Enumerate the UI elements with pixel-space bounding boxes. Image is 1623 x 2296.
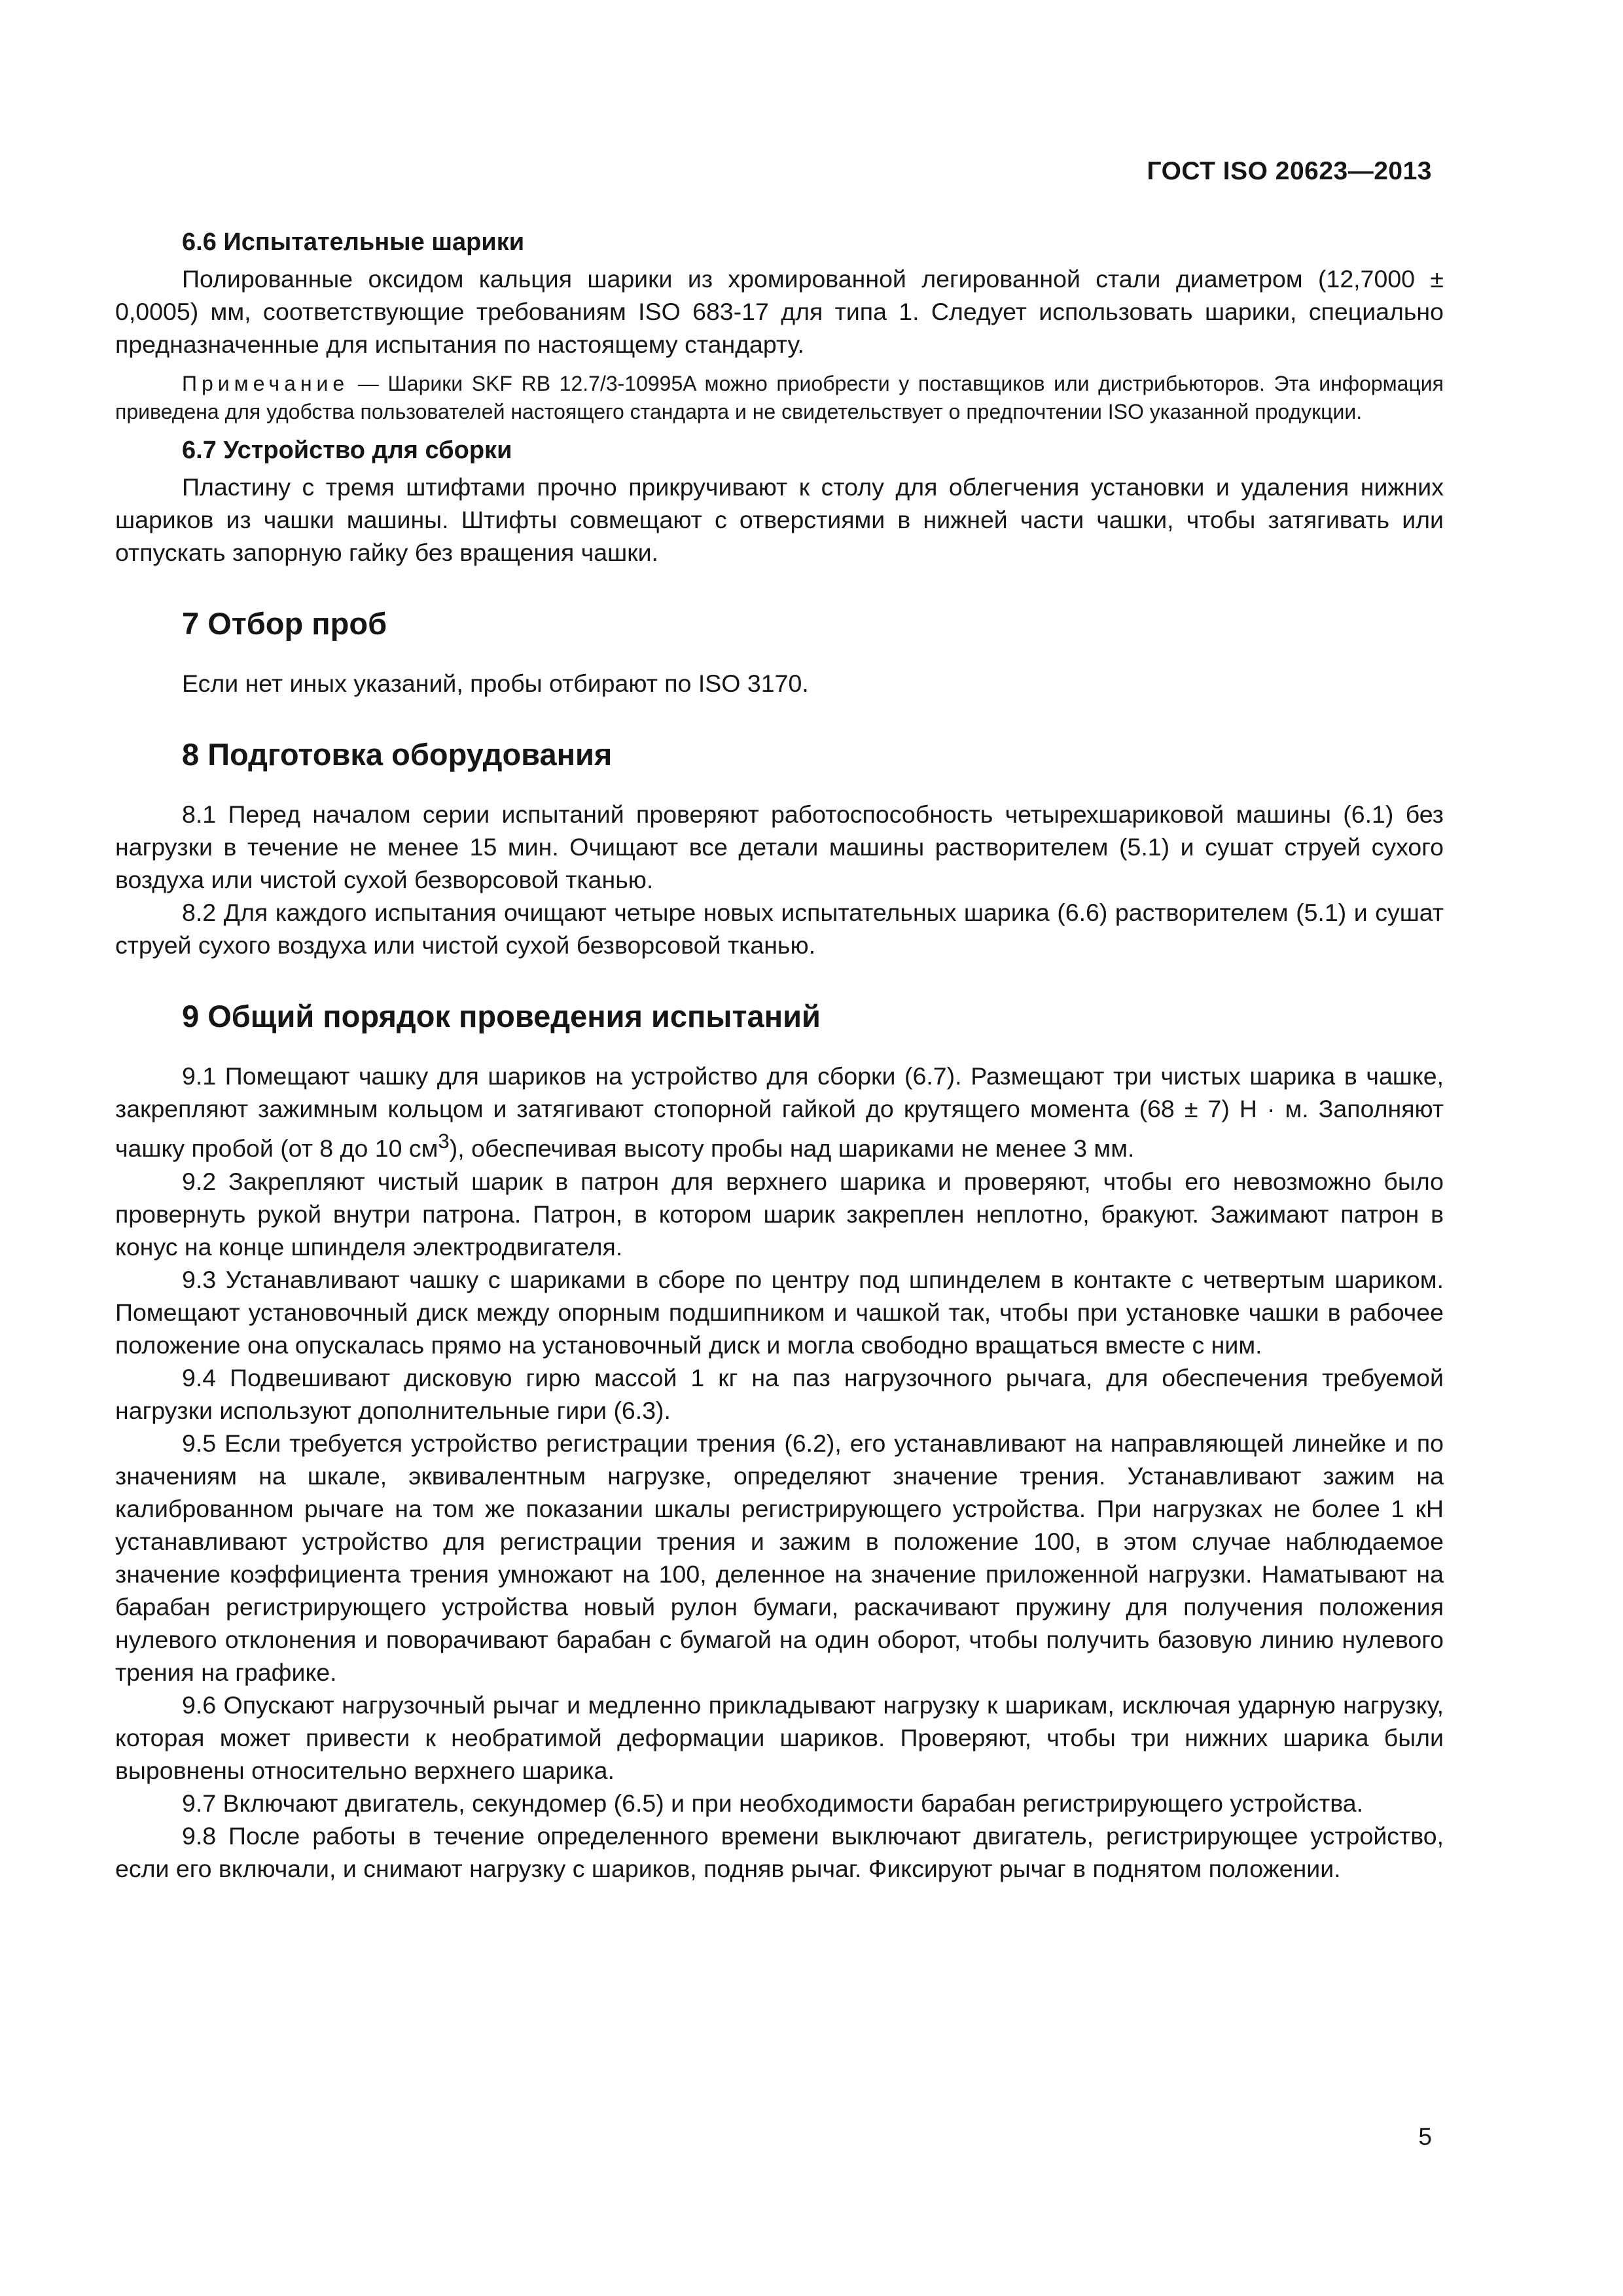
section-9-title: 9 Общий порядок проведения испытаний — [182, 999, 821, 1033]
paragraph-9-2: 9.2 Закрепляют чистый шарик в патрон для верхнего шарика и проверяют, чтобы его невозможно было провернуть рукой внутри патрона. Патрон, в котором шарик закреплен неплотно, бракуют. Зажимают патрон в конус на конце шпинделя электродвигателя. — [115, 1167, 1444, 1261]
document-header: ГОСТ ISO 20623—2013 — [1147, 157, 1432, 185]
paragraph-9-4: 9.4 Подвешивают дисковую гирю массой 1 кг на паз нагрузочного рычага, для обеспечения требуемой нагрузки используют дополнительные гири (6.3). — [115, 1363, 1444, 1424]
subsection-6-7-title: 6.7 Устройство для сборки — [182, 437, 512, 464]
superscript-3: 3 — [438, 1130, 450, 1153]
page-content — [115, 226, 1444, 1885]
note-text: — Шарики SKF RB 12.7/3-10995A можно приобрести у поставщиков или дистрибьюторов. Эта информация приведена для удобства пользователей настоящего стандарта и не свидетельствует о предпочтении ISO указанной продукции. — [115, 372, 1444, 423]
paragraph-9-5: 9.5 Если требуется устройство регистрации трения (6.2), его устанавливают на направляющей линейке и по значениям на шкале, эквивалентным нагрузке, определяют значение трения. Устанавливают зажим на калиброванном рычаге на том же показании шкалы регистрирующего устройства. При нагрузках не более 1 кН устанавливают устройство для регистрации трения и зажим в положение 100, в этом случае наблюдаемое значение коэффициента трения умножают на 100, деленное на значение приложенной нагрузки. Наматывают на барабан регистрирующего устройства новый рулон бумаги, раскачивают пружину для получения положения нулевого отклонения и поворачивают барабан с бумагой на один оборот, чтобы получить базовую линию нулевого трения на графике. — [115, 1429, 1444, 1686]
paragraph-9-1-part-b: ), обеспечивая высоту пробы над шариками не менее 3 мм. — [449, 1134, 1135, 1162]
section-8-title: 8 Подготовка оборудования — [182, 737, 613, 772]
paragraph-9-1 — [115, 1060, 1444, 1165]
paragraph-8-2: 8.2 Для каждого испытания очищают четыре новых испытательных шарика (6.6) растворителем (5.1) и сушат струей сухого воздуха или чистой сухой безворсовой тканью. — [115, 899, 1444, 959]
paragraph-9-1-part-a: 9.1 Помещают чашку для шариков на устройство для сборки (6.7). Размещают три чистых шарика в чашке, закрепляют зажимным кольцом и затягивают стопорной гайкой до крутящего момента (68 ± 7) Н · м. Заполняют чашку пробой (от 8 до 10 см — [115, 1062, 1444, 1162]
subsection-6-7-text: Пластину с тремя штифтами прочно прикручивают к столу для облегчения установки и удаления нижних шариков из чашки машины. Штифты совмещают с отверстиями в нижней части чашки, чтобы затягивать или отпускать запорную гайку без вращения чашки. — [115, 473, 1444, 566]
paragraph-9-6: 9.6 Опускают нагрузочный рычаг и медленно прикладывают нагрузку к шарикам, исключая ударную нагрузку, которая может привести к необратимой деформации шариков. Проверяют, чтобы три нижних шарика были выровнены относительно верхнего шарика. — [115, 1691, 1444, 1784]
paragraph-9-3: 9.3 Устанавливают чашку с шариками в сборе по центру под шпинделем в контакте с четвертым шариком. Помещают установочный диск между опорным подшипником и чашкой так, чтобы при установке чашки в рабочее положение она опускалась прямо на установочный диск и могла свободно вращаться вместе с ним. — [115, 1265, 1444, 1359]
subsection-6-6-text: Полированные оксидом кальция шарики из хромированной легированной стали диаметром (12,7000 ± 0,0005) мм, соответствующие требованиям ISO 683-17 для типа 1. Следует использовать шарики, специально предназначенные для испытания по настоящему стандарту. — [115, 265, 1444, 358]
paragraph-9-7: 9.7 Включают двигатель, секундомер (6.5) и при необходимости барабан регистрирующего устройства. — [182, 1789, 1364, 1817]
subsection-6-6-title: 6.6 Испытательные шарики — [182, 228, 525, 256]
paragraph-9-8: 9.8 После работы в течение определенного времени выключают двигатель, регистрирующее устройство, если его включали, и снимают нагрузку с шариков, подняв рычаг. Фиксируют рычаг в поднятом положении. — [115, 1821, 1444, 1882]
section-7-text: Если нет иных указаний, пробы отбирают по ISO 3170. — [182, 670, 809, 697]
page-number: 5 — [1418, 2123, 1432, 2150]
note-label: Примечание — [182, 372, 349, 395]
section-7-title: 7 Отбор проб — [182, 606, 387, 641]
paragraph-8-1: 8.1 Перед началом серии испытаний проверяют работоспособность четырехшариковой машины (6.1) без нагрузки в течение не менее 15 мин. Очищают все детали машины растворителем (5.1) и сушат струей сухого воздуха или чистой сухой безворсовой тканью. — [115, 800, 1444, 893]
note-6-6 — [115, 370, 1444, 426]
